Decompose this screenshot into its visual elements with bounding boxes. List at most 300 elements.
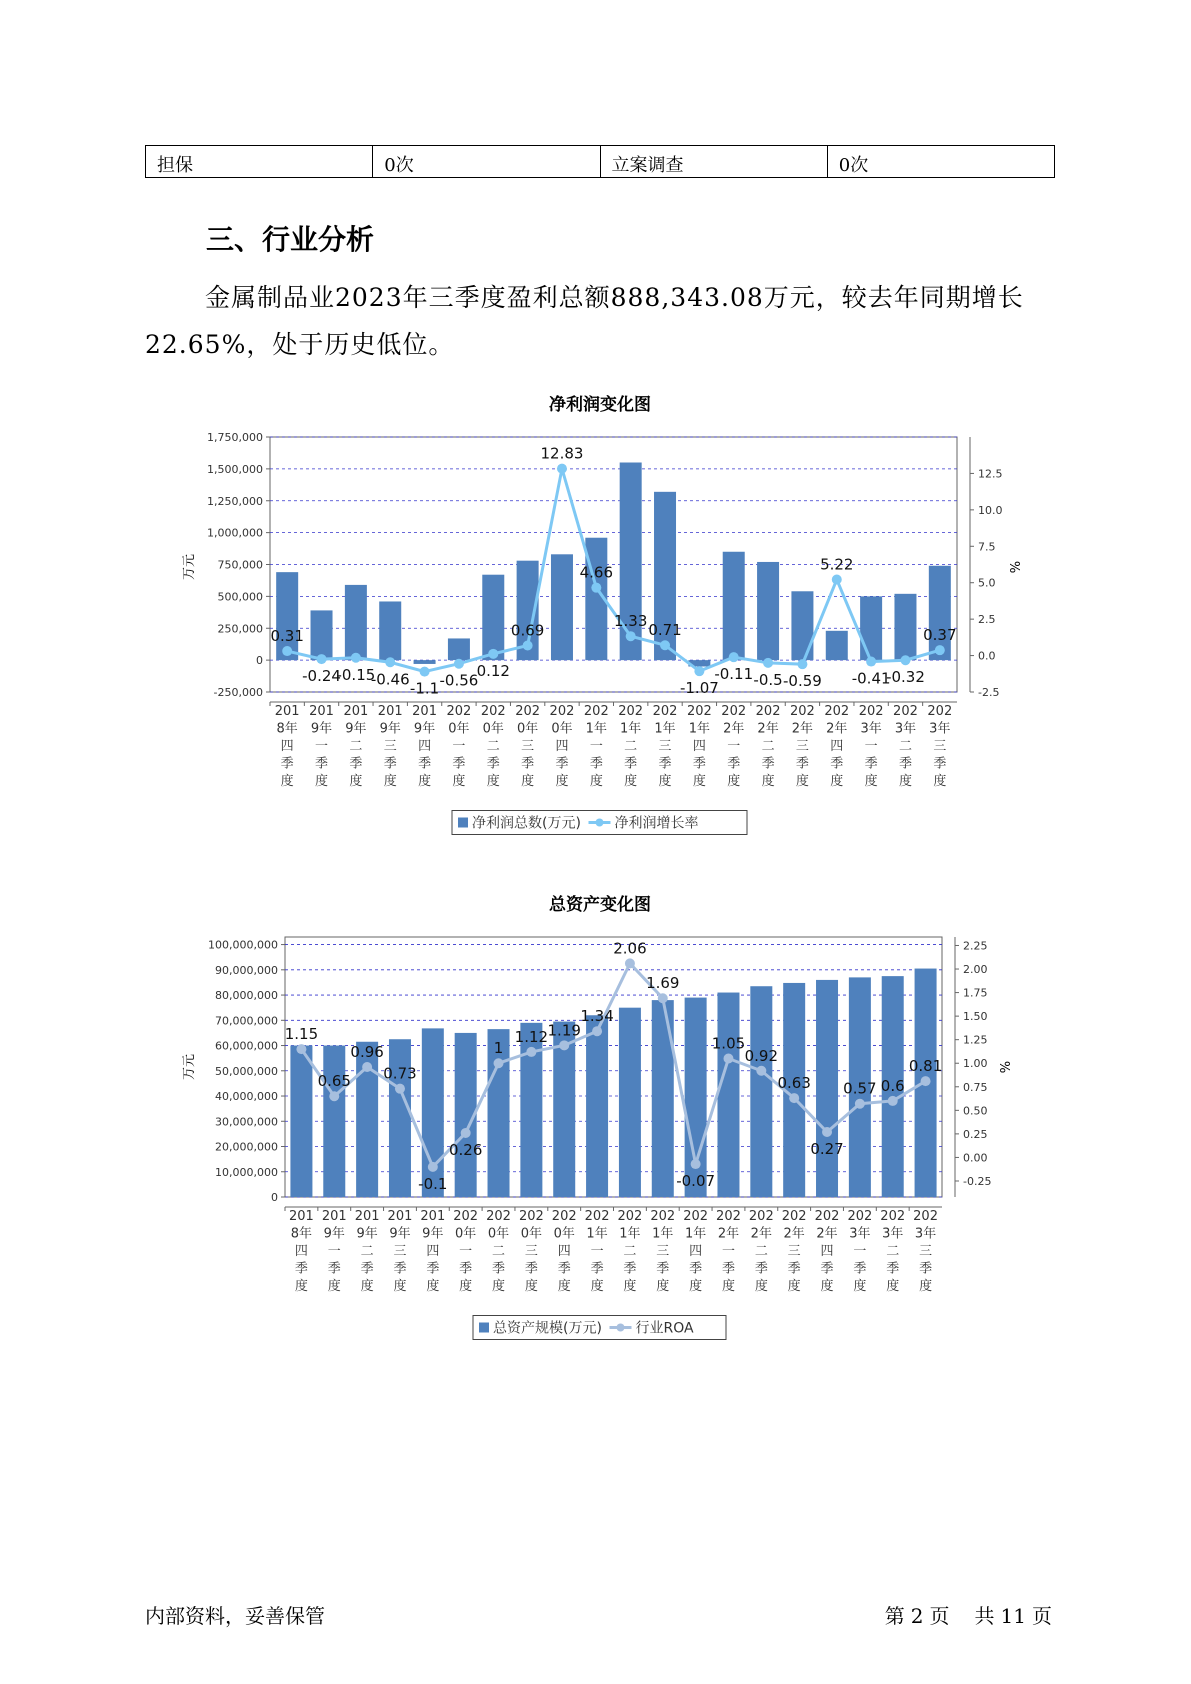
x-tick-label: 201 — [412, 704, 437, 719]
data-label: 0.73 — [383, 1064, 417, 1083]
line-point — [454, 659, 464, 669]
x-tick-label: 三 — [656, 1244, 670, 1259]
x-tick-label: 0年 — [553, 1226, 575, 1242]
x-tick-label: 度 — [830, 774, 844, 789]
y-tick-label: 20,000,000 — [215, 1140, 278, 1154]
x-tick-label: 202 — [515, 704, 541, 719]
x-tick-label: 9年 — [345, 721, 367, 737]
data-label: 0.57 — [843, 1079, 877, 1098]
line-point — [888, 1096, 898, 1106]
x-tick-label: 度 — [787, 1279, 801, 1294]
data-label: -0.59 — [783, 672, 822, 691]
x-tick-label: 201 — [274, 704, 300, 719]
data-label: -0.1 — [418, 1174, 448, 1193]
total-assets-chart — [0, 890, 1191, 1350]
x-tick-label: 季 — [795, 756, 809, 772]
x-tick-label: 度 — [426, 1279, 440, 1294]
y2-tick-label: 2.00 — [963, 963, 988, 977]
x-tick-label: 一 — [727, 739, 741, 754]
x-tick-label: 三 — [383, 739, 397, 754]
x-tick-label: 三 — [933, 739, 947, 754]
data-label: 0.26 — [448, 1140, 483, 1159]
y-tick-label: 1,250,000 — [207, 494, 263, 508]
line-point — [395, 1084, 405, 1094]
data-label: 1.12 — [514, 1027, 549, 1046]
data-label: 0.92 — [744, 1046, 779, 1065]
x-tick-label: 202 — [913, 1209, 938, 1224]
data-label: 1 — [493, 1039, 504, 1058]
x-tick-label: 201 — [321, 1209, 347, 1224]
x-tick-label: 3年 — [882, 1226, 904, 1242]
x-tick-label: 201 — [354, 1209, 380, 1224]
line-point — [660, 640, 670, 650]
data-label: 12.83 — [540, 444, 584, 463]
x-tick-label: 一 — [590, 1244, 604, 1259]
x-tick-label: 度 — [624, 774, 638, 789]
x-tick-label: 3年 — [914, 1226, 937, 1242]
x-tick-label: 3年 — [860, 721, 882, 737]
x-tick-label: 季 — [933, 756, 947, 772]
x-tick-label: 季 — [294, 1261, 308, 1277]
y2-tick-label: 2.25 — [963, 939, 988, 953]
bar — [345, 585, 367, 660]
x-tick-label: 9年 — [310, 721, 333, 737]
line-point — [494, 1058, 504, 1068]
x-tick-label: 度 — [658, 774, 672, 789]
x-tick-label: 季 — [327, 1261, 341, 1277]
data-label: 0.69 — [510, 621, 545, 640]
y-tick-label: 1,500,000 — [207, 462, 263, 476]
data-label: 0.65 — [317, 1072, 351, 1091]
x-tick-label: 度 — [886, 1279, 900, 1294]
x-tick-label: 度 — [327, 1279, 341, 1294]
data-label: 0.12 — [476, 661, 510, 680]
x-tick-label: 四 — [692, 739, 706, 754]
data-label: 0.27 — [810, 1140, 844, 1158]
y2-tick-label: 1.50 — [963, 1010, 988, 1024]
y-tick-label: 70,000,000 — [215, 1014, 278, 1028]
data-label: -0.46 — [370, 670, 410, 689]
x-tick-label: 二 — [754, 1244, 768, 1259]
x-tick-label: 四 — [294, 1244, 308, 1259]
x-tick-label: 季 — [787, 1261, 801, 1277]
bar — [860, 596, 882, 660]
x-tick-label: 202 — [880, 1209, 906, 1224]
x-tick-label: 季 — [492, 1261, 506, 1277]
x-tick-label: 季 — [692, 756, 706, 772]
line-point — [282, 646, 292, 656]
table-cell-label: 立案调查 — [600, 146, 827, 178]
line-point — [822, 1127, 832, 1137]
y2-tick-label: 0.0 — [978, 649, 996, 663]
x-tick-label: 2年 — [723, 721, 745, 737]
x-tick-label: 三 — [919, 1244, 933, 1259]
x-tick-label: 季 — [486, 756, 500, 772]
x-tick-label: 一 — [327, 1244, 341, 1259]
total-prefix: 共 — [974, 1604, 995, 1628]
y2-tick-label: 10.0 — [978, 503, 1003, 517]
line-point — [729, 652, 739, 662]
footer-page-info — [882, 1600, 1055, 1629]
y-tick-label: 750,000 — [217, 558, 263, 572]
x-tick-label: 季 — [557, 1261, 571, 1277]
data-label: 1.33 — [613, 612, 648, 631]
line-point — [691, 1159, 701, 1169]
data-label: 2.06 — [613, 939, 647, 958]
data-label: -0.5 — [753, 670, 783, 689]
chart-title: 净利润变化图 — [549, 395, 651, 415]
x-tick-label: 二 — [623, 1244, 637, 1259]
x-tick-label: 度 — [486, 774, 500, 789]
x-tick-label: 度 — [280, 774, 294, 789]
line-point — [626, 631, 636, 641]
x-tick-label: 8年 — [290, 1226, 313, 1242]
x-tick-label: 一 — [589, 739, 603, 754]
x-tick-label: 四 — [830, 739, 844, 754]
legend-bar-label: 总资产规模(万元) — [493, 1320, 602, 1337]
legend-bar-swatch — [479, 1323, 489, 1333]
y-tick-label: 0 — [256, 654, 263, 668]
line-point — [385, 657, 395, 667]
x-tick-label: 四 — [689, 1244, 703, 1259]
y-tick-label: 60,000,000 — [215, 1039, 278, 1053]
y2-tick-label: 1.25 — [963, 1033, 988, 1047]
data-label: -0.24 — [302, 667, 341, 686]
x-tick-label: 9年 — [413, 721, 436, 737]
bar — [619, 1008, 641, 1197]
line-point — [832, 575, 842, 585]
table-cell-label: 担保 — [146, 146, 373, 178]
line-point — [351, 653, 361, 663]
bar — [826, 631, 848, 660]
data-label: 0.63 — [777, 1074, 811, 1093]
bar — [620, 463, 642, 661]
x-tick-label: 季 — [721, 1261, 735, 1277]
bar — [586, 1015, 608, 1197]
x-tick-label: 201 — [387, 1209, 413, 1224]
x-tick-label: 201 — [377, 704, 403, 719]
x-tick-label: 度 — [692, 774, 706, 789]
x-tick-label: 202 — [721, 704, 747, 719]
x-tick-label: 四 — [557, 1244, 571, 1259]
table-cell-value: 0次 — [373, 146, 600, 178]
x-tick-label: 202 — [518, 1209, 544, 1224]
line-point — [317, 654, 327, 664]
x-tick-label: 季 — [521, 756, 535, 772]
y-tick-label: 0 — [271, 1191, 278, 1204]
x-tick-label: 202 — [927, 704, 953, 719]
section-title: 三、行业分析 — [206, 223, 375, 256]
bar — [323, 1046, 345, 1197]
x-tick-label: 2年 — [783, 1226, 805, 1242]
data-label: -0.41 — [851, 669, 891, 688]
x-tick-label: 四 — [280, 739, 294, 754]
line-point — [296, 1044, 306, 1054]
y-tick-label: 30,000,000 — [215, 1115, 278, 1129]
x-tick-label: 二 — [360, 1244, 374, 1259]
x-tick-label: 9年 — [379, 721, 401, 737]
x-tick-label: 四 — [426, 1244, 440, 1259]
x-tick-label: 度 — [623, 1279, 637, 1294]
x-tick-label: 0年 — [448, 721, 470, 737]
x-tick-label: 二 — [886, 1244, 900, 1259]
x-tick-label: 0年 — [520, 1226, 543, 1242]
x-tick-label: 202 — [824, 704, 850, 719]
bar — [448, 638, 470, 660]
y-tick-label: 250,000 — [217, 622, 263, 636]
x-tick-label: 201 — [289, 1209, 314, 1224]
x-tick-label: 202 — [858, 704, 884, 719]
legend-line-marker — [617, 1324, 625, 1332]
x-tick-label: 度 — [919, 1279, 933, 1294]
data-label: 0.96 — [350, 1043, 384, 1061]
y-tick-label: 50,000,000 — [215, 1064, 278, 1078]
net-profit-chart — [0, 390, 1191, 850]
x-tick-label: 1年 — [688, 721, 711, 737]
bar — [551, 554, 573, 660]
y-tick-label: 1,750,000 — [207, 431, 263, 444]
x-tick-label: 202 — [486, 1209, 511, 1224]
data-label: -0.32 — [886, 668, 925, 687]
x-tick-label: 度 — [349, 774, 363, 789]
data-label: 1.34 — [580, 1007, 614, 1026]
data-label: -1.1 — [409, 679, 440, 698]
line-point — [866, 657, 876, 667]
data-label: 0.31 — [270, 627, 304, 646]
x-tick-label: 202 — [686, 704, 712, 719]
x-tick-label: 一 — [853, 1244, 867, 1259]
x-tick-label: 一 — [721, 1244, 735, 1259]
x-tick-label: 2年 — [826, 721, 848, 737]
bar — [894, 594, 916, 660]
line-point — [797, 659, 807, 669]
table-row — [146, 146, 1055, 178]
x-tick-label: 202 — [650, 1209, 676, 1224]
x-tick-label: 季 — [658, 756, 672, 772]
x-tick-label: 1年 — [586, 1226, 608, 1242]
x-tick-label: 季 — [452, 756, 466, 772]
y2-tick-label: 1.75 — [963, 986, 988, 1000]
x-tick-label: 度 — [524, 1279, 538, 1294]
bar — [717, 993, 739, 1197]
x-tick-label: 0年 — [487, 1226, 510, 1242]
x-tick-label: 季 — [459, 1261, 473, 1277]
x-tick-label: 2年 — [717, 1226, 740, 1242]
page-unit: 页 — [929, 1604, 950, 1628]
x-tick-label: 2年 — [750, 1226, 772, 1242]
bar — [311, 610, 333, 660]
bar — [482, 575, 504, 660]
x-tick-label: 季 — [624, 756, 638, 772]
x-tick-label: 202 — [446, 704, 472, 719]
x-tick-label: 二 — [349, 739, 363, 754]
footer-confidential: 内部资料，妥善保管 — [145, 1604, 325, 1628]
x-tick-label: 202 — [790, 704, 815, 719]
page-number: 2 — [910, 1604, 924, 1628]
data-label: 0.6 — [880, 1076, 905, 1095]
y-axis-title: 万元 — [182, 553, 197, 581]
y2-tick-label: 5.0 — [978, 576, 996, 590]
y2-tick-label: 0.00 — [963, 1151, 988, 1165]
x-tick-label: 一 — [315, 739, 329, 754]
line-point — [658, 993, 668, 1003]
line-point — [592, 1026, 602, 1036]
x-tick-label: 9年 — [422, 1226, 444, 1242]
line-point — [921, 1076, 931, 1086]
x-tick-label: 9年 — [323, 1226, 345, 1242]
x-tick-label: 2年 — [791, 721, 814, 737]
x-tick-label: 三 — [521, 739, 535, 754]
x-tick-label: 202 — [716, 1209, 741, 1224]
x-tick-label: 0年 — [516, 721, 539, 737]
line-point — [488, 649, 498, 659]
line-point — [756, 1066, 766, 1076]
x-tick-label: 季 — [754, 1261, 768, 1277]
bar — [791, 591, 813, 660]
line-point — [625, 958, 635, 968]
x-tick-label: 季 — [761, 756, 775, 772]
y2-tick-label: 12.5 — [978, 467, 1003, 481]
bar — [379, 601, 401, 660]
x-tick-label: 度 — [727, 774, 741, 789]
x-tick-label: 季 — [864, 756, 878, 772]
x-tick-label: 3年 — [894, 721, 917, 737]
legend-bar-swatch — [458, 818, 468, 828]
x-tick-label: 季 — [360, 1261, 374, 1277]
x-tick-label: 度 — [383, 774, 397, 789]
x-tick-label: 3年 — [929, 721, 951, 737]
x-tick-label: 三 — [787, 1244, 801, 1259]
bar — [723, 552, 745, 660]
line-point — [559, 1040, 569, 1050]
x-tick-label: 季 — [656, 1261, 670, 1277]
x-tick-label: 3年 — [849, 1226, 871, 1242]
line-point — [557, 464, 567, 474]
x-tick-label: 季 — [426, 1261, 440, 1277]
x-tick-label: 1年 — [654, 721, 676, 737]
x-tick-label: 季 — [820, 1261, 834, 1277]
x-tick-label: 度 — [721, 1279, 735, 1294]
x-tick-label: 二 — [492, 1244, 506, 1259]
x-tick-label: 度 — [315, 774, 329, 789]
bar — [414, 660, 436, 664]
data-label: -0.11 — [714, 665, 754, 684]
legend-line-label: 净利润增长率 — [614, 815, 699, 832]
bar — [750, 986, 772, 1197]
x-tick-label: 季 — [280, 756, 294, 772]
x-tick-label: 三 — [795, 739, 809, 754]
total-pages: 11 — [1000, 1604, 1026, 1628]
data-label: -0.56 — [439, 671, 479, 690]
x-tick-label: 202 — [453, 1209, 479, 1224]
x-tick-label: 0年 — [551, 721, 573, 737]
x-tick-label: 四 — [555, 739, 569, 754]
x-tick-label: 9年 — [356, 1226, 378, 1242]
x-tick-label: 202 — [549, 704, 575, 719]
x-tick-label: 季 — [919, 1261, 933, 1277]
x-tick-label: 201 — [343, 704, 369, 719]
x-tick-label: 0年 — [482, 721, 504, 737]
x-tick-label: 季 — [524, 1261, 538, 1277]
x-tick-label: 度 — [853, 1279, 867, 1294]
x-tick-label: 202 — [814, 1209, 840, 1224]
y2-axis-title: % — [1009, 560, 1024, 574]
x-tick-label: 1年 — [619, 1226, 641, 1242]
bar — [816, 980, 838, 1197]
line-point — [329, 1091, 339, 1101]
bar — [389, 1039, 411, 1197]
x-tick-label: 度 — [933, 774, 947, 789]
x-tick-label: 9年 — [389, 1226, 411, 1242]
x-tick-label: 度 — [795, 774, 809, 789]
bar — [290, 1046, 312, 1197]
y-tick-label: 500,000 — [217, 590, 263, 604]
y-tick-label: -250,000 — [213, 686, 263, 699]
data-label: 5.22 — [820, 555, 854, 574]
y2-tick-label: 0.75 — [963, 1080, 988, 1094]
line-point — [461, 1128, 471, 1138]
data-label: -1.07 — [679, 679, 719, 698]
x-tick-label: 季 — [898, 756, 912, 772]
x-tick-label: 度 — [689, 1279, 703, 1294]
y2-tick-label: -2.5 — [978, 686, 1000, 699]
y-tick-label: 90,000,000 — [215, 963, 278, 977]
x-tick-label: 二 — [624, 739, 638, 754]
line-point — [420, 667, 430, 677]
x-tick-label: 202 — [618, 704, 644, 719]
x-tick-label: 一 — [864, 739, 878, 754]
line-point — [523, 641, 533, 651]
x-tick-label: 202 — [847, 1209, 873, 1224]
y-tick-label: 1,000,000 — [207, 526, 263, 540]
x-tick-label: 202 — [480, 704, 506, 719]
x-tick-label: 度 — [761, 774, 775, 789]
analysis-paragraph: 金属制品业2023年三季度盈利总额888,343.08万元，较去年同期增长22.65%，处于历史低位。 — [145, 283, 1024, 359]
x-tick-label: 0年 — [455, 1226, 477, 1242]
legend-bar-label: 净利润总数(万元) — [472, 815, 581, 832]
line-point — [591, 583, 601, 593]
line-point — [935, 645, 945, 655]
x-tick-label: 度 — [294, 1279, 308, 1294]
total-unit: 页 — [1032, 1604, 1052, 1628]
x-tick-label: 季 — [623, 1261, 637, 1277]
y-tick-label: 10,000,000 — [215, 1165, 278, 1179]
x-tick-label: 度 — [555, 774, 569, 789]
y2-tick-label: 0.25 — [963, 1127, 988, 1141]
x-tick-label: 季 — [555, 756, 569, 772]
x-tick-label: 202 — [748, 1209, 774, 1224]
x-tick-label: 8年 — [276, 721, 298, 737]
x-tick-label: 季 — [886, 1261, 900, 1277]
legend-line-label: 行业ROA — [635, 1320, 694, 1337]
x-tick-label: 季 — [689, 1261, 703, 1277]
x-tick-label: 2年 — [757, 721, 779, 737]
x-tick-label: 季 — [590, 1261, 604, 1277]
x-tick-label: 三 — [658, 739, 672, 754]
line-point — [789, 1093, 799, 1103]
line-point — [763, 658, 773, 668]
line-point — [526, 1047, 536, 1057]
x-tick-label: 一 — [452, 739, 466, 754]
x-tick-label: 度 — [557, 1279, 571, 1294]
x-tick-label: 度 — [393, 1279, 407, 1294]
data-label: -0.07 — [676, 1172, 716, 1191]
data-label: 1.05 — [711, 1034, 746, 1053]
data-label: 0.71 — [648, 621, 682, 640]
x-tick-label: 度 — [418, 774, 432, 789]
x-tick-label: 度 — [898, 774, 912, 789]
y2-axis-title: % — [999, 1060, 1014, 1074]
